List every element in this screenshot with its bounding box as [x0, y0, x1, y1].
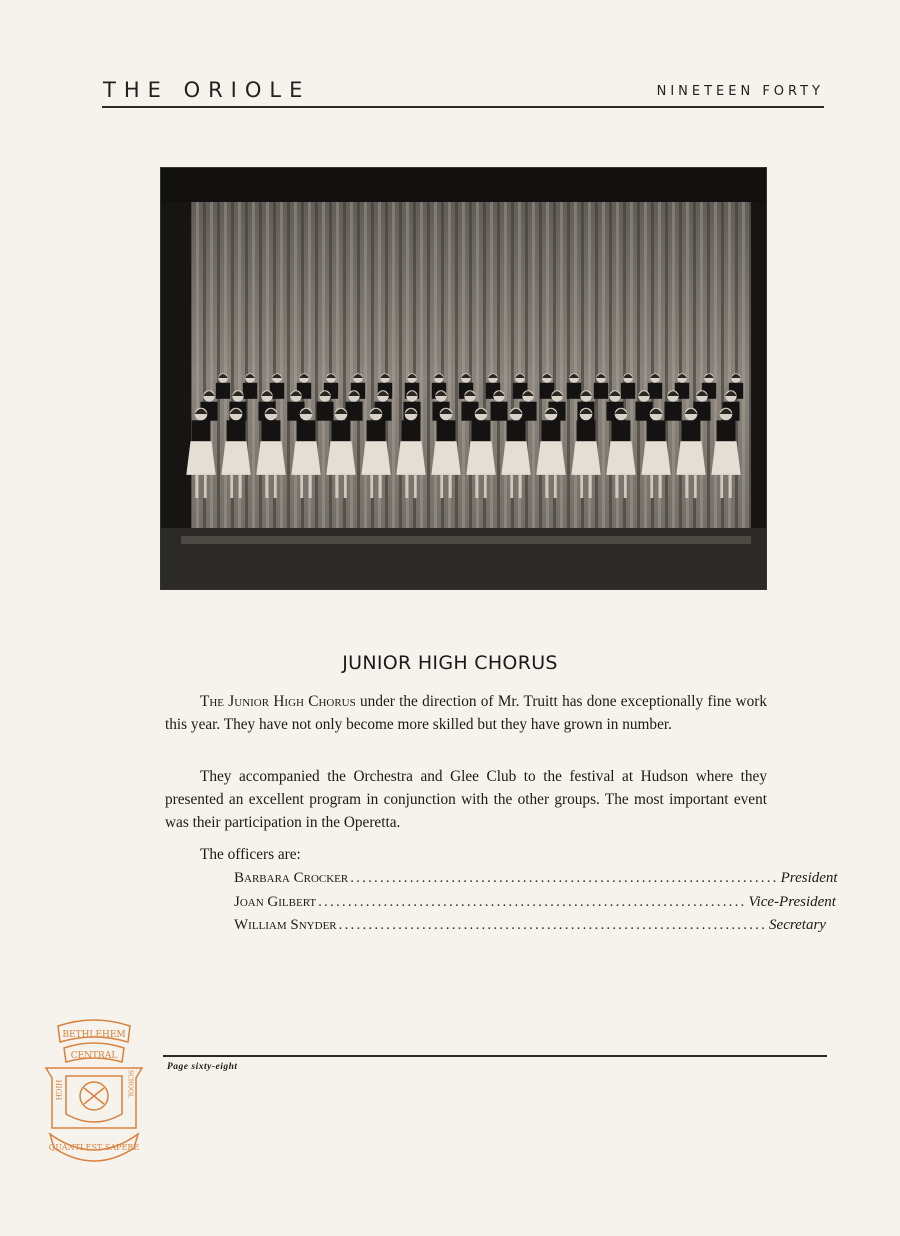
header-divider — [102, 106, 824, 108]
footer-divider — [163, 1055, 827, 1057]
chorus-photo — [160, 167, 767, 590]
officer-name: Barbara Crocker — [234, 870, 349, 886]
section-title: JUNIOR HIGH CHORUS — [342, 652, 558, 674]
crest-left-text: HIGH — [54, 1079, 62, 1101]
page-number: Page sixty-eight — [167, 1062, 238, 1072]
officer-name: Joan Gilbert — [234, 894, 317, 910]
officer-row — [234, 870, 838, 887]
leader-dots: ........................................................................ — [318, 894, 747, 910]
paragraph-1-text: under the direction of Mr. Truitt has done exceptionally fine work this year. They have not only become more skilled but they have grown in number. — [165, 693, 767, 733]
officers-intro: The officers are: — [200, 846, 301, 863]
school-crest — [36, 1018, 152, 1164]
officer-row — [234, 894, 836, 911]
leader-dots: ........................................................................ — [338, 917, 768, 933]
officer-role: Vice-President — [748, 894, 836, 910]
officer-name: William Snyder — [234, 917, 337, 933]
officer-role: President — [780, 870, 838, 886]
crest-motto: QUANTI EST SAPERE — [48, 1143, 140, 1152]
leader-dots: ........................................................................ — [350, 870, 779, 886]
crest-top-text: BETHLEHEM — [62, 1030, 126, 1040]
paragraph-1-lead: The Junior High Chorus — [200, 693, 356, 710]
crest-middle-text: CENTRAL — [70, 1051, 118, 1061]
paragraph-1 — [165, 690, 767, 736]
paragraph-2 — [165, 765, 767, 834]
paragraph-2-text: They accompanied the Orchestra and Glee Club to the festival at Hudson where they presented an excellent program in conjunction with the other groups. The most important event was their participation in the Operetta. — [165, 768, 767, 831]
yearbook-year: NINETEEN FORTY — [656, 84, 824, 99]
officer-role: Secretary — [769, 917, 826, 933]
crest-right-text: SCHOOL — [126, 1070, 134, 1098]
yearbook-title: THE ORIOLE — [103, 78, 311, 102]
officer-row — [234, 917, 826, 934]
